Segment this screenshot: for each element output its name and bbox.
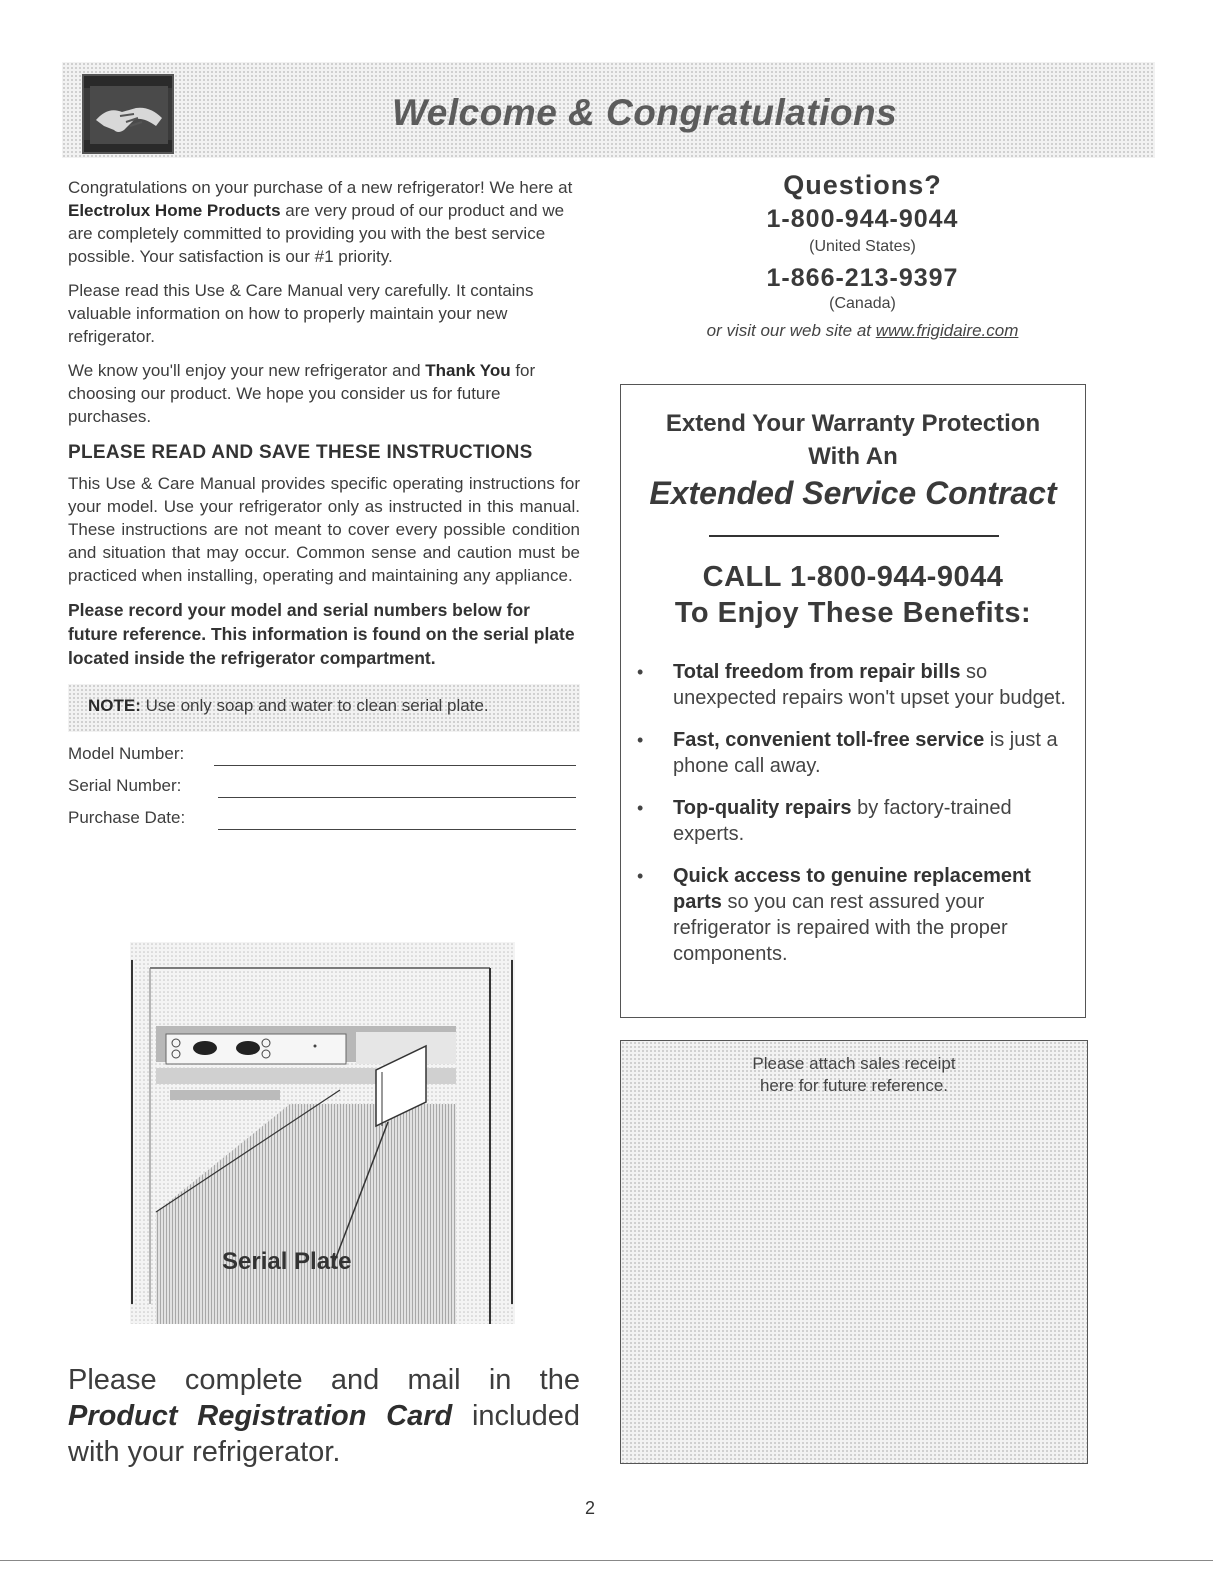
purchase-date-line[interactable] (218, 829, 576, 830)
note-text: Use only soap and water to clean serial plate. (140, 696, 489, 715)
page-number: 2 (584, 1498, 595, 1518)
serial-plate-caption: Serial Plate (222, 1248, 352, 1275)
list-item: • Total freedom from repair bills so unexpected repairs won't upset your budget. (637, 661, 1066, 709)
benefits-list (621, 659, 1085, 983)
extended-service-contract-title: Extended Service Contract (649, 475, 1057, 511)
warranty-call-text (621, 559, 1085, 631)
instructions-paragraph: This Use & Care Manual provides specific operating instructions for your model. Use your refrigerator only as instructed in this manual. These instructions are not meant to cover every possible condition and situation that may occur. Common sense and caution must be practiced when installing, operating and maintaining any appliance. (68, 474, 580, 585)
serial-plate-illustration (130, 942, 515, 1324)
model-number-label: Model Number: (68, 744, 185, 763)
page-header-banner (62, 62, 1155, 158)
list-item: • Quick access to genuine replacement parts so you can rest assured your refrigerator is repaired with the proper components. (637, 865, 1031, 965)
bottom-divider (0, 1560, 1213, 1561)
thank-you-paragraph: We know you'll enjoy your new refrigerator and Thank You for choosing our product. We hope you consider us for future purchases. (68, 361, 536, 426)
questions-title: Questions? (783, 170, 942, 200)
record-numbers-note: Please record your model and serial numbers below for future reference. This information is found on the serial plate located inside the refrigerator compartment. (68, 600, 575, 668)
serial-number-field[interactable] (68, 770, 580, 802)
handshake-logo-icon (82, 74, 174, 154)
country-us: (United States) (809, 238, 916, 255)
sales-receipt-area (620, 1040, 1088, 1464)
model-number-field[interactable] (68, 738, 580, 770)
instructions-heading: PLEASE READ AND SAVE THESE INSTRUCTIONS (68, 442, 533, 463)
website-line: or visit our web site at www.frigidaire.com (706, 321, 1019, 340)
warranty-heading: Extend Your Warranty Protection With An (665, 410, 1041, 470)
list-item: • Fast, convenient toll-free service is just a phone call away. (637, 729, 1058, 777)
sales-receipt-instructions: Please attach sales receipt here for future reference. (752, 1054, 956, 1095)
country-canada: (Canada) (829, 295, 896, 312)
registration-card-note: Please complete and mail in the Product Registration Card included with your refrigerator. (68, 1364, 580, 1468)
product-registration-card-text: Product Registration Card (68, 1400, 453, 1432)
cleaning-note-box (68, 684, 580, 732)
read-manual-paragraph: Please read this Use & Care Manual very carefully. It contains valuable information on how to properly maintain your new refrigerator. (68, 281, 534, 346)
phone-canada: 1-866-213-9397 (766, 264, 959, 292)
page-title: Welcome & Congratulations (392, 92, 898, 133)
left-column (68, 176, 580, 834)
company-name: Electrolux Home Products (68, 201, 281, 220)
phone-us: 1-800-944-9044 (766, 205, 959, 233)
warranty-benefits-intro: To Enjoy These Benefits: (674, 597, 1032, 629)
purchase-date-label: Purchase Date: (68, 808, 186, 827)
warranty-divider (709, 535, 999, 537)
list-item: • Top-quality repairs by factory-trained experts. (637, 797, 1012, 845)
extended-warranty-box (620, 384, 1086, 1018)
warranty-call-number: CALL 1-800-944-9044 (702, 561, 1004, 593)
note-label: NOTE: (88, 696, 141, 715)
purchase-date-field[interactable] (68, 802, 580, 834)
questions-contact-block (640, 170, 1085, 341)
model-number-line[interactable] (214, 765, 576, 766)
intro-paragraph: Congratulations on your purchase of a new refrigerator! We here at Electrolux Home Products are very proud of our product and we are completely committed to providing you with the best service possible. Your satisfaction is our #1 priority. (68, 178, 573, 266)
serial-number-label: Serial Number: (68, 776, 182, 795)
website-link[interactable]: www.frigidaire.com (875, 321, 1019, 340)
serial-number-line[interactable] (218, 797, 576, 798)
